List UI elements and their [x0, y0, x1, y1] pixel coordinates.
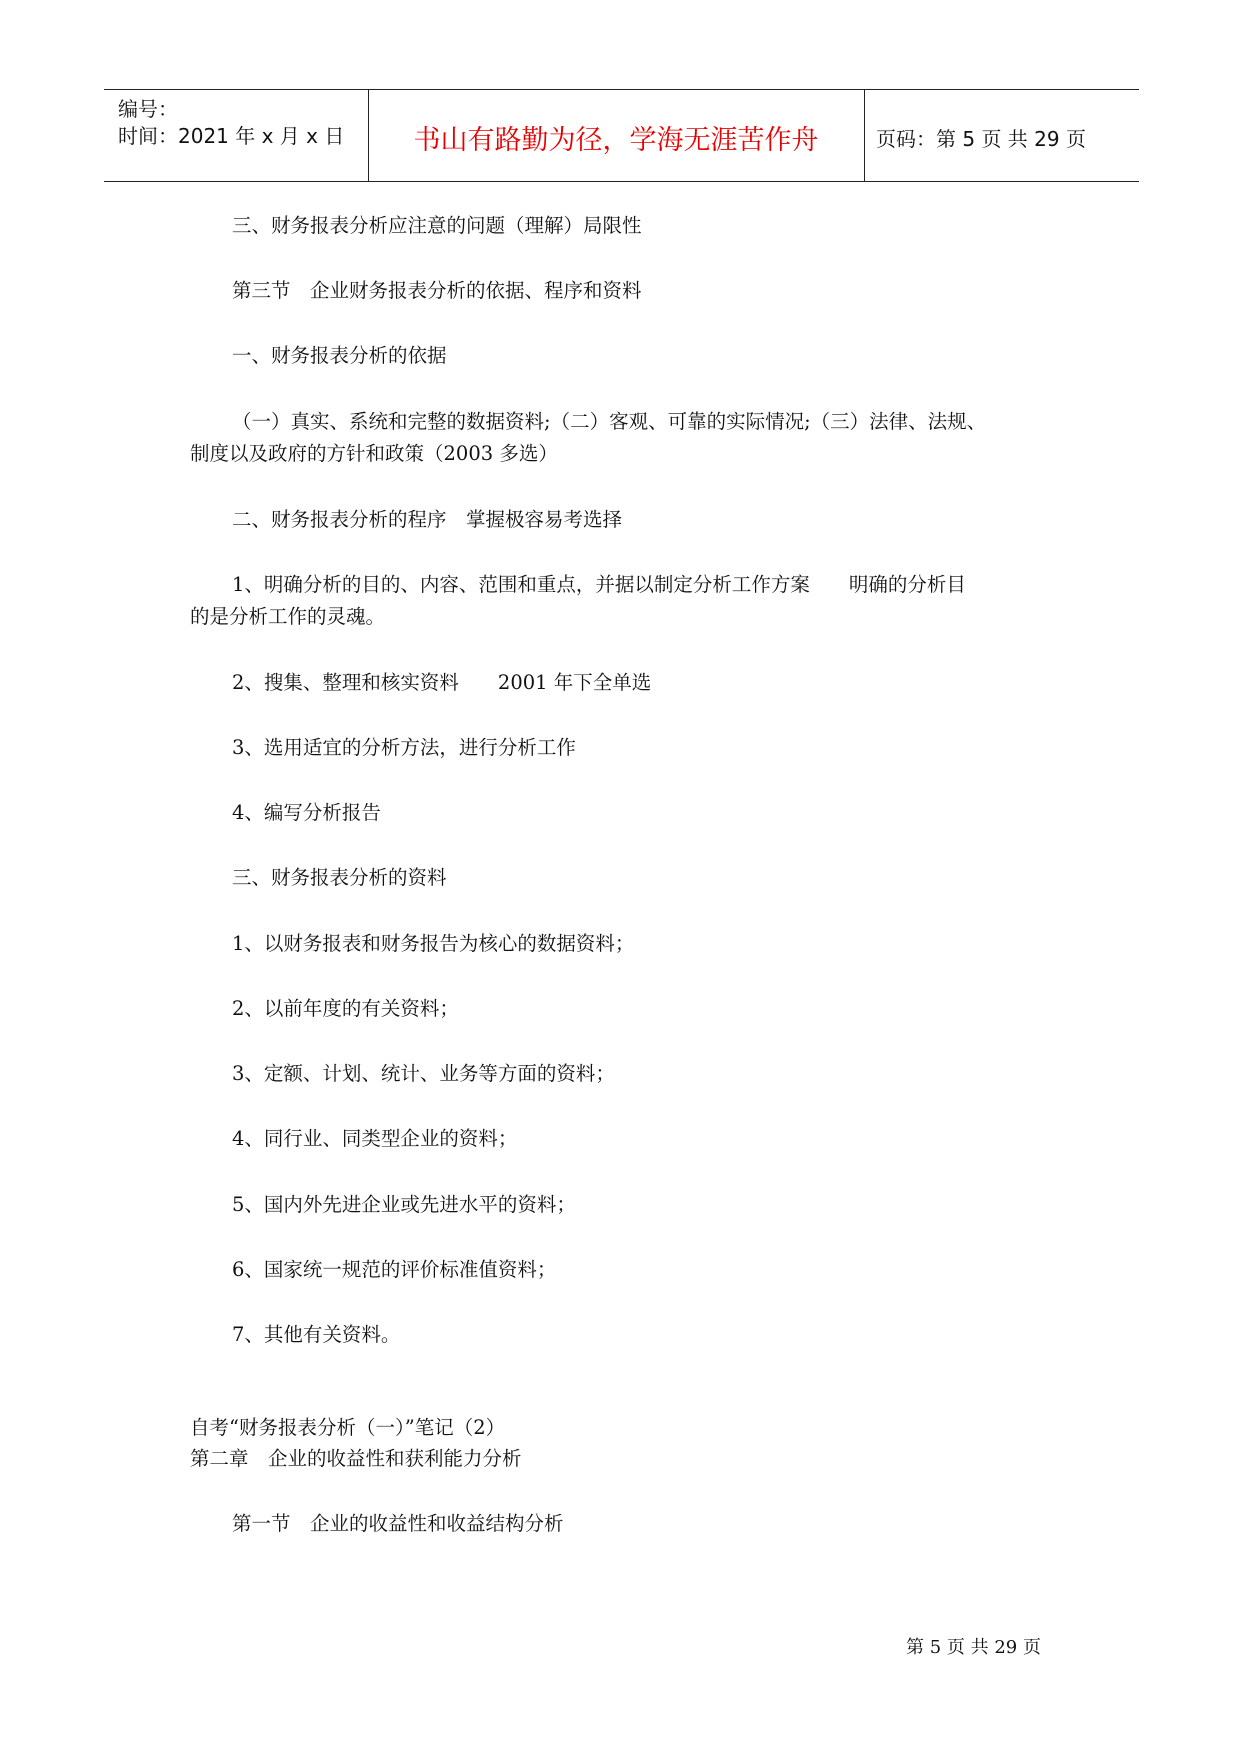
- list-item-procedure-3: 3、选用适宜的分析方法，进行分析工作: [232, 736, 576, 759]
- document-number-label: 编号：: [118, 97, 178, 121]
- header-info-cell: [104, 90, 369, 181]
- subheading-procedure: 二、财务报表分析的程序 掌握极容易考选择: [232, 508, 623, 531]
- header-page-info: 页码：第 5 页 共 29 页: [876, 127, 1086, 151]
- section-heading-first: 第一节 企业的收益性和收益结构分析: [232, 1512, 564, 1535]
- list-item-materials-5: 5、国内外先进企业或先进水平的资料；: [232, 1193, 576, 1216]
- paragraph-basis-line2: 制度以及政府的方针和政策（2003 多选）: [190, 442, 558, 465]
- list-item-materials-4: 4、同行业、同类型企业的资料；: [232, 1127, 518, 1150]
- list-item-materials-6: 6、国家统一规范的评价标准值资料；: [232, 1258, 557, 1281]
- list-item-materials-3: 3、定额、计划、统计、业务等方面的资料；: [232, 1062, 615, 1085]
- page-header: [104, 89, 1139, 182]
- list-item-procedure-4: 4、编写分析报告: [232, 801, 381, 824]
- section-heading-limitations: 三、财务报表分析应注意的问题（理解）局限性: [232, 214, 642, 237]
- list-item-materials-7: 7、其他有关资料。: [232, 1323, 401, 1346]
- chapter-heading: 第二章 企业的收益性和获利能力分析: [190, 1447, 522, 1470]
- paragraph-procedure-1-line1: 1、明确分析的目的、内容、范围和重点，并据以制定分析工作方案 明确的分析目: [232, 573, 966, 596]
- list-item-materials-1: 1、以财务报表和财务报告为核心的数据资料；: [232, 932, 635, 955]
- list-item-procedure-2: 2、搜集、整理和核实资料 2001 年下全单选: [232, 671, 652, 694]
- subheading-materials: 三、财务报表分析的资料: [232, 866, 447, 889]
- paragraph-procedure-1-line2: 的是分析工作的灵魂。: [190, 605, 386, 628]
- document-time-label: 时间：2021 年 x 月 x 日: [118, 124, 345, 148]
- header-motto-cell: [368, 90, 865, 181]
- list-item-materials-2: 2、以前年度的有关资料；: [232, 997, 459, 1020]
- header-page-cell: [864, 90, 1139, 181]
- subheading-basis: 一、财务报表分析的依据: [232, 344, 447, 367]
- page-footer: 第 5 页 共 29 页: [906, 1637, 1041, 1658]
- paragraph-basis-line1: （一）真实、系统和完整的数据资料;（二）客观、可靠的实际情况;（三）法律、法规、: [232, 410, 987, 433]
- notes-title: 自考“财务报表分析（一）”笔记（2）: [190, 1416, 506, 1439]
- section-heading-third: 第三节 企业财务报表分析的依据、程序和资料: [232, 279, 642, 302]
- header-motto: 书山有路勤为径，学海无涯苦作舟: [413, 125, 819, 156]
